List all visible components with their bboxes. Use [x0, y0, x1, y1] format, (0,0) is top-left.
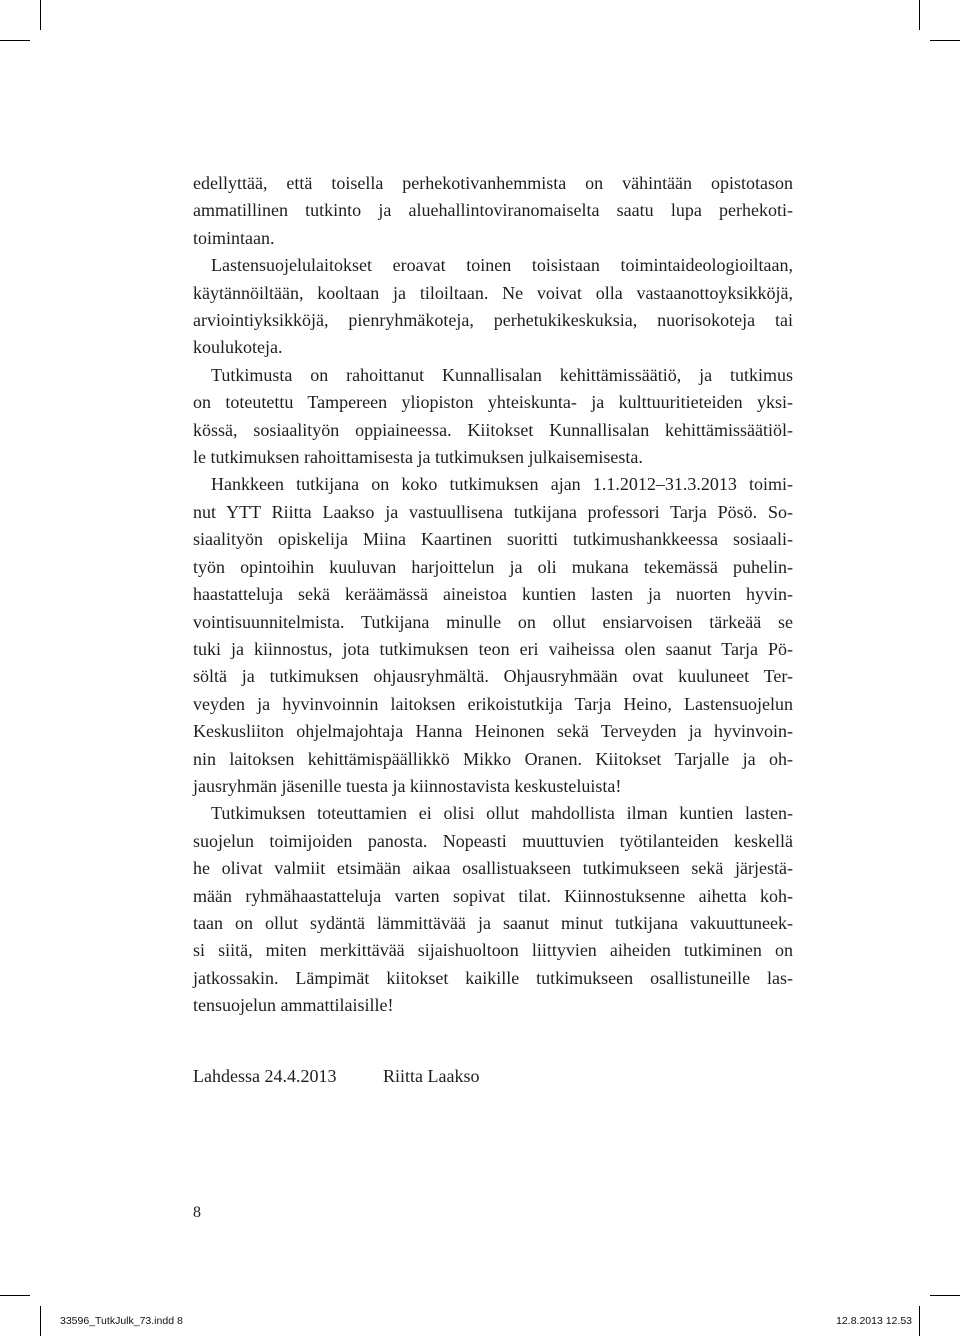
crop-mark [40, 0, 41, 30]
crop-mark [919, 0, 920, 30]
text-line: Hankkeen tutkijana on koko tutkimuksen ajan 1.1.2012–31.3.2013 toimi- [211, 474, 793, 495]
paragraph [193, 471, 793, 800]
print-slug [40, 1306, 920, 1336]
slug-divider [919, 1306, 920, 1336]
text-line: tensuojelun ammattilaisille! [193, 995, 394, 1016]
text-line: koulukoteja. [193, 337, 283, 358]
page-number: 8 [193, 1204, 201, 1221]
crop-mark [0, 1295, 30, 1296]
text-line: Lastensuojelulaitokset eroavat toinen toisistaan toimintaideologioiltaan, [211, 255, 793, 276]
text-line: si siitä, miten merkittävää sijaishuoltoon liittyvien aiheiden tutkiminen on [193, 940, 793, 961]
place-date: Lahdessa 24.4.2013 [193, 1066, 337, 1086]
text-line: he olivat valmiit etsimään aikaa osallistuakseen tutkimukseen sekä järjestä- [193, 858, 793, 879]
text-line: on toteutettu Tampereen yliopiston yhteiskunta- ja kulttuuritieteiden yksi- [193, 392, 793, 413]
text-line: Tutkimuksen toteuttamien ei olisi ollut mahdollista ilman kuntien lasten- [211, 803, 793, 824]
slug-divider [40, 1306, 41, 1336]
text-line: suojelun toimijoiden panosta. Nopeasti muuttuvien työtilanteiden keskellä [193, 830, 793, 851]
author-name: Riitta Laakso [383, 1066, 480, 1086]
text-line: toimintaan. [193, 227, 275, 248]
text-line: kössä, sosiaalityön oppiaineessa. Kiitokset Kunnallisalan kehittämissäätiöl- [193, 419, 793, 440]
slug-timestamp: 12.8.2013 12.53 [836, 1315, 912, 1327]
body-text [193, 170, 793, 1020]
text-line: mään ryhmähaastatteluja varten sopivat tilat. Kiinnostuksenne aihetta koh- [193, 885, 793, 906]
crop-mark [0, 40, 30, 41]
text-line: käytännöiltään, kooltaan ja tiloiltaan. Ne voivat olla vastaanottoyksikköjä, [193, 282, 793, 303]
text-line: jausryhmän jäsenille tuesta ja kiinnostavista keskusteluista! [193, 775, 622, 796]
text-line: Keskusliiton ohjelmajohtaja Hanna Heinonen sekä Terveyden ja hyvinvoin- [193, 721, 793, 742]
text-line: arviointiyksikköjä, pienryhmäkoteja, perhetukikeskuksia, nuorisokoteja tai [193, 310, 793, 331]
text-line: Tutkimusta on rahoittanut Kunnallisalan kehittämissäätiö, ja tutkimus [211, 364, 793, 385]
paragraph [193, 800, 793, 1019]
text-line: taan on ollut sydäntä lämmittävää ja saanut minut tutkijana vakuuttuneek- [193, 912, 793, 933]
text-line: edellyttää, että toisella perhekotivanhemmista on vähintään opistotason [193, 173, 793, 193]
text-line: haastatteluja sekä keräämässä aineistoa kuntien lasten ja nuorten hyvin- [193, 584, 793, 605]
text-line: veyden ja hyvinvoinnin laitoksen erikoistutkija Tarja Heino, Lastensuojelun [193, 693, 793, 714]
signature-line [193, 1063, 480, 1090]
paragraph [193, 252, 793, 362]
text-line: työn opintoihin kuuluvan harjoittelun ja oli mukana tekemässä puhelin- [193, 556, 793, 577]
slug-filename: 33596_TutkJulk_73.indd 8 [60, 1315, 183, 1327]
paragraph [193, 170, 793, 252]
crop-mark [930, 1295, 960, 1296]
text-line: le tutkimuksen rahoittamisesta ja tutkimuksen julkaisemisesta. [193, 447, 643, 468]
text-line: ammatillinen tutkinto ja aluehallintoviranomaiselta saatu lupa perhekoti- [193, 200, 793, 221]
text-line: nin laitoksen kehittämispäällikkö Mikko Oranen. Kiitokset Tarjalle ja oh- [193, 748, 793, 769]
paragraph [193, 362, 793, 472]
text-line: jatkossakin. Lämpimät kiitokset kaikille tutkimukseen osallistuneille las- [193, 967, 793, 988]
text-line: nut YTT Riitta Laakso ja vastuullisena tutkijana professori Tarja Pösö. So- [193, 501, 793, 522]
text-line: siaalityön opiskelija Miina Kaartinen suoritti tutkimushankkeessa sosiaali- [193, 529, 793, 550]
text-line: tuki ja kiinnostus, jota tutkimuksen teon eri vaiheissa olen saanut Tarja Pö- [193, 638, 793, 659]
text-line: vointisuunnitelmista. Tutkijana minulle on ollut ensiarvoisen tärkeää se [193, 611, 793, 632]
text-line: söltä ja tutkimuksen ohjausryhmältä. Ohjausryhmään ovat kuuluneet Ter- [193, 666, 793, 687]
crop-mark [930, 40, 960, 41]
